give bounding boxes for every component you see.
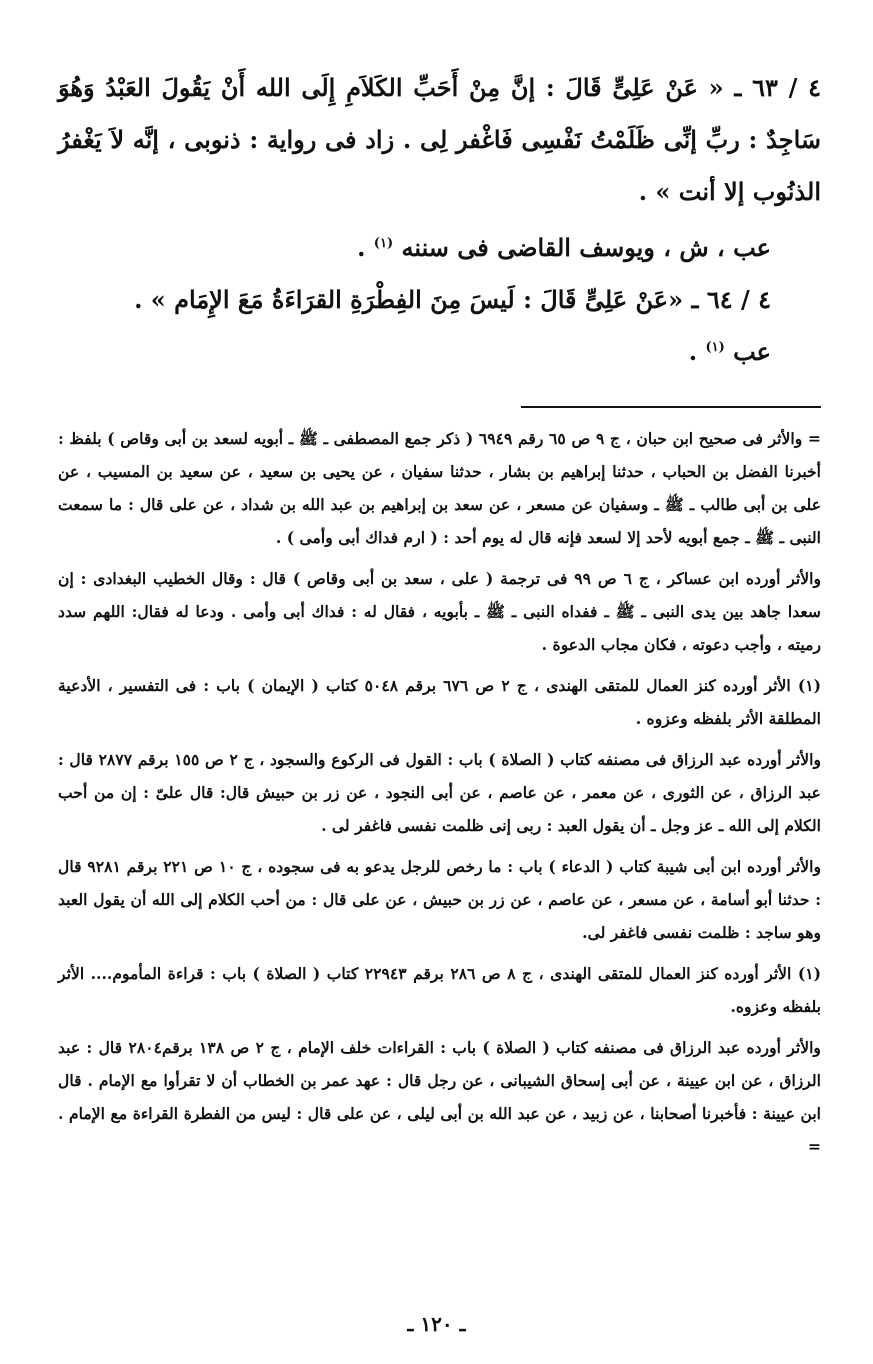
footnote-paragraph-text: والأثر أورده عبد الرزاق فى مصنفه كتاب ( الصلاة ) باب : القراءات خلف الإمام ، ج ٢ ص ١٣٨ برقم٢٨٠٤ قال : عبد الرزاق ، عن ابن عيينة ، عن أبى إسحاق الشيبانى ، عن رجل قال : عهد عمر بن الخطاب أن لا تقرأوا مع الإمام . قال ابن عيينة : فأخبرنا أصحابنا ، عن زبيد ، عن عبد الله بن أبى ليلى ، عن على قال : ليس من الفطرة القراءة مع الإمام . (58, 1038, 821, 1123)
hadith-64-sources (58, 326, 821, 378)
hadith-63-sources (58, 222, 821, 274)
footnote-divider (521, 406, 821, 408)
footnote-paragraph (58, 1031, 821, 1163)
hadith-64-source-text: عب (733, 337, 771, 366)
footnote-paragraph: والأثر أورده عبد الرزاق فى مصنفه كتاب ( الصلاة ) باب : القول فى الركوع والسجود ، ج ٢ ص ١٥٥ برقم ٢٨٧٧ قال : عبد الرزاق ، عن الثورى ، عن معمر ، عن عاصم ، عن أبى النجود ، عن زر بن حبيش قال: قال علىّ : إن من أحب الكلام إلى الله ـ عز وجل ـ أن يقول العبد : ربى إنى ظلمت نفسى فاغفر لى . (58, 750, 821, 835)
hadith-64-source-end: . (688, 337, 706, 366)
footnotes (58, 422, 821, 1163)
footnote-continued: = والأثر فى صحيح ابن حبان ، ج ٩ ص ٦٥ رقم ٦٩٤٩ ( ذكر جمع المصطفى ـ ﷺ ـ أبويه لسعد بن أبى وقاص ) بلفظ : أخبرنا الفضل بن الحباب ، حدثنا إبراهيم بن بشار ، حدثنا سفيان ، عن يحيى بن سعيد ، عن سعيد بن المسيب ، عن على بن أبى طالب ـ ﷺ ـ وسفيان عن مسعر ، عن سعد بن إبراهيم بن عبد الله بن شداد ، عن على قال : ما سمعت النبى ـ ﷺ ـ جمع أبويه لأحد إلا لسعد فإنه قال له يوم أحد : ( ارم فداك أبى وأمى ) . (58, 429, 821, 547)
hadith-63: ٤ / ٦٣ ـ « عَنْ عَلِىٍّ قَالَ : إنَّ مِنْ أَحَبِّ الكَلاَمِ إِلَى الله أَنْ يَقُولَ العَبْدُ وَهُوَ سَاجِدٌ : ربِّ إنِّى ظَلَمْتُ نَفْسِى فَاغْفر لِى . زاد فى رواية : ذنوبى ، إنَّه لاَ يَغْفرُ الذنُوب إلا أنت » . (58, 73, 821, 206)
footnote-paragraph: والأثر أورده ابن أبى شيبة كتاب ( الدعاء ) باب : ما رخص للرجل يدعو به فى سجوده ، ج ١٠ ص ٢٢١ برقم ٩٢٨١ قال : حدثنا أبو أسامة ، عن مسعر ، عن عاصم ، عن زر بن حبيش ، عن على قال : من أحب الكلام إلى الله أن يقول العبد وهو ساجد : ظلمت نفسى فاغفر لى. (58, 857, 822, 942)
hadith-64: ٤ / ٦٤ ـ «عَنْ عَلِىٍّ قَالَ : لَيسَ مِنَ الفِطْرَةِ القرَاءَةُ مَعَ الإِمَام » . (134, 285, 771, 314)
footnote-ref-1[interactable]: (١) (373, 236, 394, 251)
footnote-2: (١) الأثر أورده كنز العمال للمتقى الهندى ، ج ٨ ص ٢٨٦ برقم ٢٢٩٤٣ كتاب ( الصلاة ) باب : قراءة المأموم.... الأثر بلفظه وعزوه. (58, 964, 822, 1016)
footnote-paragraph: والأثر أورده ابن عساكر ، ج ٦ ص ٩٩ فى ترجمة ( على ، سعد بن أبى وقاص ) قال : وقال الخطيب البغدادى : إن سعدا جاهد بين يدى النبى ـ ﷺ ـ ففداه النبى ـ ﷺ ـ بأبويه ، فقال له : فداك أبى وأمى . ودعا له فقال: اللهم سدد رميته ، وأجب دعوته ، فكان مجاب الدعوة . (58, 569, 821, 654)
footnote-ref-2[interactable]: (١) (705, 340, 725, 355)
footnote-1: (١) الأثر أورده كنز العمال للمتقى الهندى ، ج ٢ ص ٦٧٦ برقم ٥٠٤٨ كتاب ( الإيمان ) باب : فى التفسير ، الأدعية المطلقة الأثر بلفظه وعزوه . (58, 676, 821, 728)
continuation-mark: = (807, 1137, 821, 1156)
main-text (58, 62, 821, 378)
hadith-63-source-end: . (357, 233, 374, 262)
hadith-63-source-text: عب ، ش ، ويوسف القاضى فى سننه (401, 233, 771, 262)
page-number: ـ ١٢٠ ـ (407, 1312, 466, 1336)
